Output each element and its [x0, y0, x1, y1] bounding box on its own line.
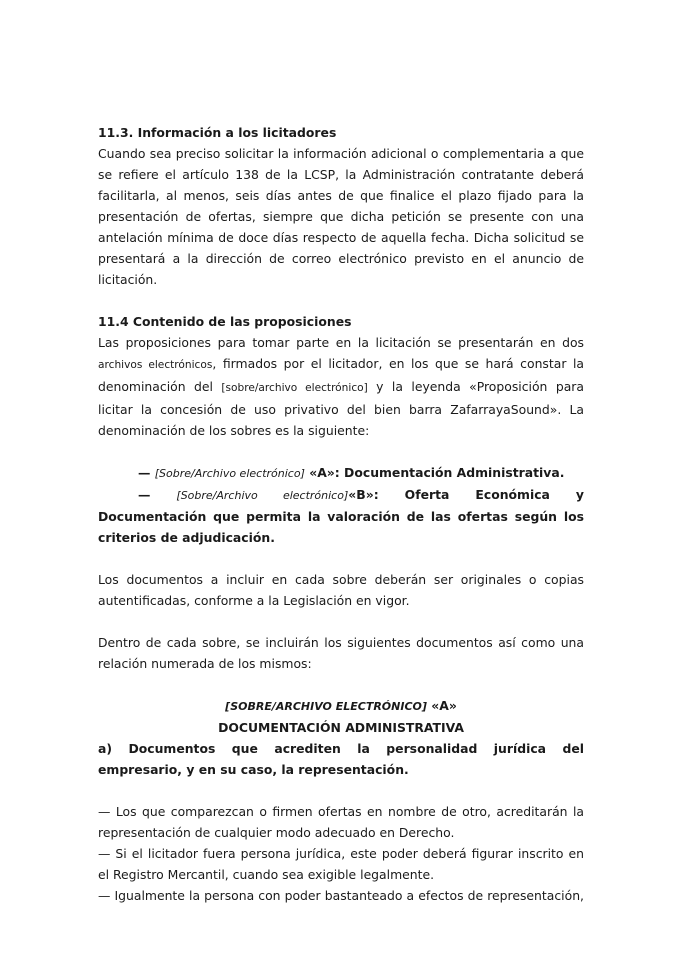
spacer	[98, 674, 584, 695]
spacer	[98, 290, 584, 311]
envelope-b-item	[98, 484, 584, 548]
dash: —	[138, 487, 177, 502]
spacer	[98, 548, 584, 569]
envelope-b-text: «B»: Oferta Económica y Documentación que permita la valoración de las ofertas según los criterios de adjudicación.	[98, 487, 584, 545]
paragraph-text: y la leyenda «Proposición para licitar la concesión de uso privativo del bien barra ZafarrayaSound». La denominación de los sobres es la siguiente:	[98, 379, 584, 438]
document-page	[98, 122, 584, 906]
envelope-a-title-tag: «A»	[426, 698, 457, 713]
documents-paragraph: Los documentos a incluir en cada sobre deberán ser originales o copias autentificadas, conforme a la Legislación en vigor.	[98, 572, 584, 608]
paragraph-small-text: archivos electrónicos	[98, 359, 213, 371]
representation-line-1: — Los que comparezcan o firmen ofertas en nombre de otro, acreditarán la representación de cualquier modo adecuado en Derecho.	[98, 804, 584, 840]
paragraph-text: Las proposiciones para tomar parte en la licitación se presentarán en dos	[98, 335, 584, 350]
spacer	[98, 780, 584, 801]
envelope-label: [Sobre/Archivo electrónico]	[176, 489, 349, 502]
envelope-a-subtitle: DOCUMENTACIÓN ADMINISTRATIVA	[218, 720, 464, 735]
dash: —	[138, 465, 155, 480]
section-heading-11-3: 11.3. Información a los licitadores	[98, 125, 337, 140]
representation-line-3: — Igualmente la persona con poder bastanteado a efectos de representación,	[98, 888, 584, 903]
envelope-a-text: «A»: Documentación Administrativa.	[304, 465, 565, 480]
representation-line-2: — Si el licitador fuera persona jurídica, este poder deberá figurar inscrito en el Registro Mercantil, cuando sea exigible legalmente.	[98, 846, 584, 882]
spacer	[98, 441, 584, 462]
section-11-4-paragraph	[98, 332, 584, 441]
section-heading-11-4: 11.4 Contenido de las proposiciones	[98, 314, 352, 329]
envelope-a-title-label: [SOBRE/ARCHIVO ELECTRÓNICO]	[225, 700, 427, 713]
paragraph-small-text: [sobre/archivo electrónico]	[221, 382, 368, 394]
paragraph-text: , firmados por el licitador, en los que se hará constar la denominación del	[98, 356, 584, 394]
envelope-label: [Sobre/Archivo electrónico]	[154, 467, 305, 480]
envelope-a-item	[98, 462, 584, 484]
inside-envelope-paragraph: Dentro de cada sobre, se incluirán los siguientes documentos así como una relación numerada de los mismos:	[98, 635, 584, 671]
subsection-a-heading: a) Documentos que acrediten la personalidad jurídica del empresario, y en su caso, la representación.	[98, 741, 584, 777]
section-11-3-paragraph: Cuando sea preciso solicitar la información adicional o complementaria a que se refiere el artículo 138 de la LCSP, la Administración contratante deberá facilitarla, al menos, seis días antes de que finalice el plazo fijado para la presentación de ofertas, siempre que dicha petición se presente con una antelación mínima de doce días respecto de aquella fecha. Dicha solicitud se presentará a la dirección de correo electrónico previsto en el anuncio de licitación.	[98, 146, 584, 287]
envelope-a-title	[98, 695, 584, 717]
spacer	[98, 611, 584, 632]
